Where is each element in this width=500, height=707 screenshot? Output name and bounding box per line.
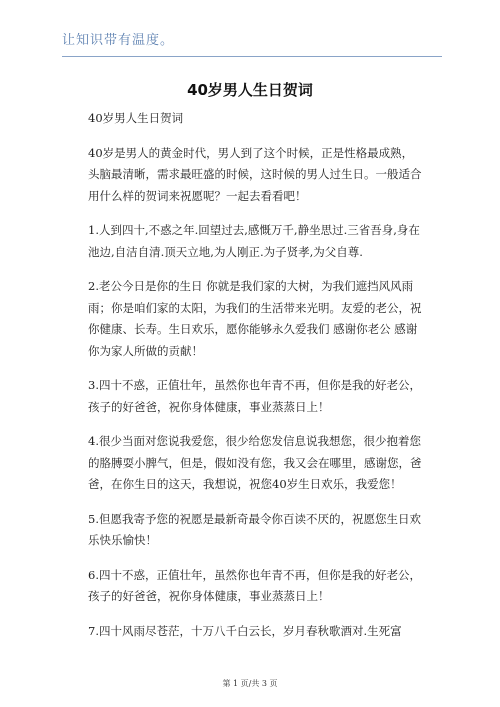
paragraph-6: 6.四十不惑，正值壮年，虽然你也年青不再，但你是我的好老公，孩子的好爸爸，祝你身体健康，事业蒸蒸日上！ bbox=[88, 567, 421, 603]
paragraph-3: 3.四十不惑，正值壮年，虽然你也年青不再，但你是我的好老公，孩子的好爸爸，祝你身体健康，事业蒸蒸日上！ bbox=[88, 378, 421, 414]
paragraph-4: 4.很少当面对您说我爱您，很少给您发信息说我想您，很少抱着您的胳膊耍小脾气，但是，假如没有您，我又会在哪里，感谢您，爸爸，在你生日的这天，我想说，祝您40岁生日欢乐，我爱您！ bbox=[88, 434, 422, 491]
document-title: 40岁男人生日贺词 bbox=[187, 81, 313, 99]
paragraph-5: 5.但愿我寄予您的祝愿是最新奇最令你百读不厌的，祝愿您生日欢乐快乐愉快！ bbox=[88, 511, 421, 547]
paragraph-2: 2.老公今日是你的生日 你就是我们家的大树，为我们遮挡风风雨雨；你是咱们家的太阳，为我们的生活带来光明。友爱的老公，祝你健康、长寿。生日欢乐，愿你能够永久爱我们 感谢你老公 感谢你为家人所做的贡献！ bbox=[88, 279, 422, 358]
intro-paragraph: 40岁是男人的黄金时代，男人到了这个时候，正是性格最成熟，头脑最清晰，需求最旺盛的时候，这时候的男人过生日。一般适合用什么样的贺词来祝愿呢？一起去看看吧！ bbox=[88, 145, 422, 203]
paragraph-7: 7.四十风雨尽苍茫，十万八千白云长，岁月春秋歌酒对.生死富 bbox=[88, 623, 402, 638]
page-header bbox=[62, 32, 442, 57]
paragraph-1: 1.人到四十,不惑之年.回望过去,感慨万千,静坐思过.三省吾身,身在池边,自洁自清.顶天立地,为人刚正.为子贤孝,为父自尊. bbox=[88, 223, 420, 259]
document-body bbox=[88, 108, 423, 655]
page-footer: 第 1 页/共 3 页 bbox=[222, 679, 278, 688]
header-slogan: 让知识带有温度。 bbox=[62, 33, 175, 48]
header-divider bbox=[62, 56, 442, 57]
document-subtitle: 40岁男人生日贺词 bbox=[88, 111, 184, 125]
